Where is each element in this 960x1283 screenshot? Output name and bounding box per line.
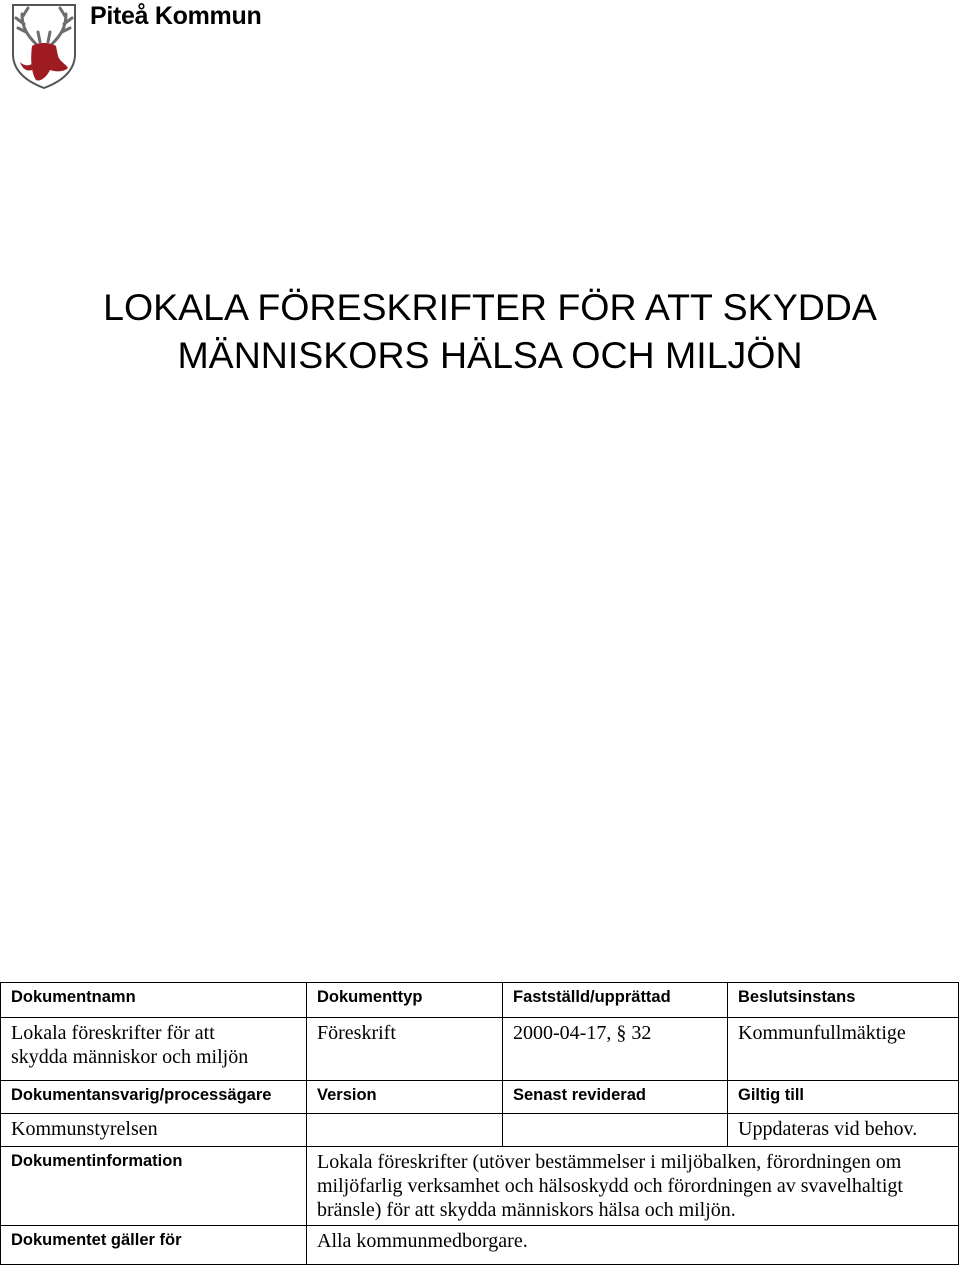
table-row [1,983,959,1018]
value-senast-reviderad [503,1114,728,1147]
value-dokumentinformation: Lokala föreskrifter (utöver bestämmelser i miljöbalken, förordningen om miljöfarlig verksamhet och hälsoskydd och förordningen av svavelhaltigt bränsle) för att skydda människors hälsa och miljön. [307,1147,959,1226]
label-faststalld: Fastställd/upprättad [503,983,728,1018]
value-version [307,1114,503,1147]
label-beslutsinstans: Beslutsinstans [728,983,959,1018]
title-line: MÄNNISKORS HÄLSA OCH MILJÖN [177,334,803,376]
value-dokumenttyp: Föreskrift [307,1018,503,1081]
value-beslutsinstans: Kommunfullmäktige [728,1018,959,1081]
table-row [1,1114,959,1147]
table-row [1,1147,959,1226]
label-dokumentnamn: Dokumentnamn [1,983,307,1018]
label-dokumenttyp: Dokumenttyp [307,983,503,1018]
value-dokumentnamn: Lokala föreskrifter för att skydda människor och miljön [1,1018,307,1081]
table-row [1,1018,959,1081]
label-dokumentinformation: Dokumentinformation [1,1147,307,1226]
organization-name: Piteå Kommun [90,2,262,30]
value-faststalld: 2000-04-17, § 32 [503,1018,728,1081]
document-title [40,283,940,379]
value-ansvarig: Kommunstyrelsen [1,1114,307,1147]
document-info-table [0,982,959,1265]
value-giltig-till: Uppdateras vid behov. [728,1114,959,1147]
label-ansvarig: Dokumentansvarig/processägare [1,1081,307,1114]
label-version: Version [307,1081,503,1114]
table-row [1,1226,959,1265]
table-row [1,1081,959,1114]
value-galler-for: Alla kommunmedborgare. [307,1226,959,1265]
municipal-coat-of-arms-logo [10,2,78,90]
label-galler-for: Dokumentet gäller för [1,1226,307,1265]
title-line: LOKALA FÖRESKRIFTER FÖR ATT SKYDDA [103,286,877,328]
label-giltig-till: Giltig till [728,1081,959,1114]
label-senast-reviderad: Senast reviderad [503,1081,728,1114]
